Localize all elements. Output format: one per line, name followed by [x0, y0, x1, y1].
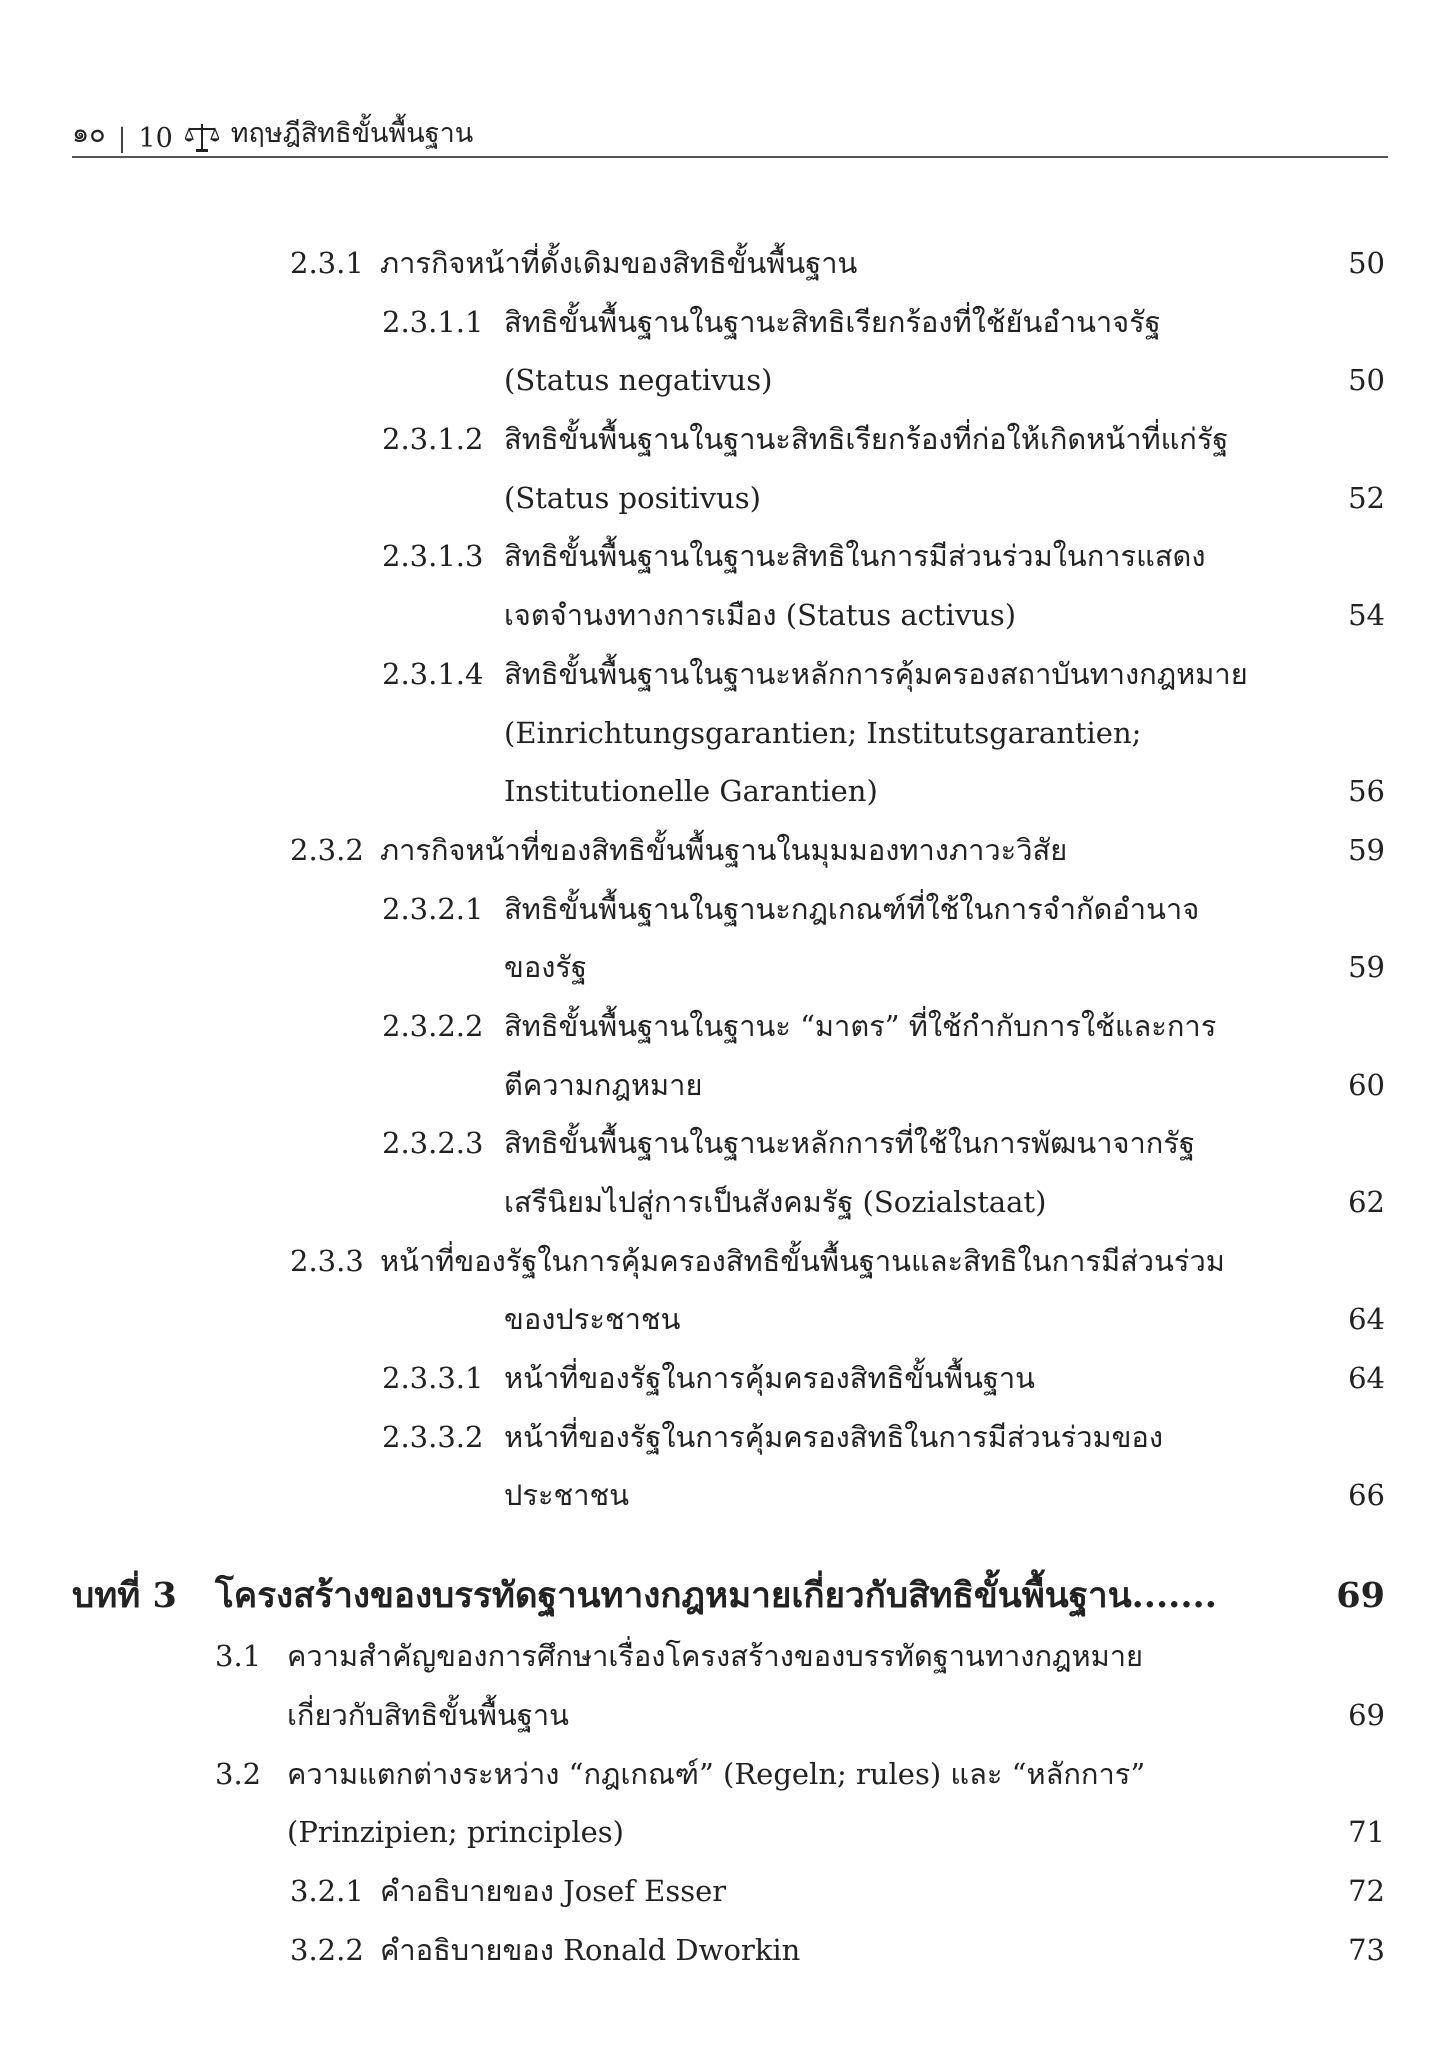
- toc-entry-line: [0, 586, 1448, 645]
- toc-entry-line: [0, 293, 1448, 352]
- section-number: 3.2.1: [290, 1873, 364, 1908]
- page-number: 64: [1348, 1302, 1385, 1337]
- section-number: 2.3.3.1: [382, 1361, 484, 1396]
- section-title: (Status negativus): [504, 363, 773, 398]
- section-number: 3.2.2: [290, 1932, 364, 1967]
- toc-entry-line: [0, 1565, 1448, 1627]
- toc-entry-line: [0, 1745, 1448, 1804]
- scales-of-justice-icon: [185, 122, 219, 154]
- toc-entry-line: [0, 997, 1448, 1056]
- toc-entry-line: [0, 1173, 1448, 1232]
- section-title: สิทธิขั้นพื้นฐานในฐานะสิทธิเรียกร้องที่ใช้ยันอำนาจรัฐ: [504, 304, 1161, 339]
- toc-entry-line: [0, 762, 1448, 821]
- section-title: สิทธิขั้นพื้นฐานในฐานะหลักการคุ้มครองสถาบันทางกฎหมาย: [504, 656, 1248, 691]
- section-title: หน้าที่ของรัฐในการคุ้มครองสิทธิขั้นพื้นฐานและสิทธิในการมีส่วนร่วม: [380, 1243, 1225, 1278]
- page-number: 59: [1348, 950, 1385, 985]
- section-title: สิทธิขั้นพื้นฐานในฐานะสิทธิในการมีส่วนร่วมในการแสดง: [504, 539, 1206, 574]
- section-title: ตีความกฎหมาย: [504, 1067, 703, 1102]
- page-number: 62: [1348, 1185, 1385, 1219]
- section-number: 2.3.1.4: [382, 656, 484, 691]
- toc-entry-line: [0, 1862, 1448, 1921]
- page-number: 59: [1348, 832, 1385, 867]
- page-number: 64: [1348, 1361, 1385, 1396]
- toc-entry-line: [0, 1114, 1448, 1173]
- section-number: 2.3.3: [290, 1243, 364, 1278]
- section-number: 2.3.3.2: [382, 1419, 484, 1454]
- toc-entry-line: [0, 938, 1448, 997]
- section-title: (Einrichtungsgarantien; Institutsgarantien;: [504, 715, 1142, 750]
- book-title: ทฤษฎีสิทธิขั้นพื้นฐาน: [230, 118, 474, 149]
- section-number: 2.3.2: [290, 832, 364, 867]
- toc-entry-line: [0, 704, 1448, 763]
- page-number: 50: [1348, 246, 1385, 280]
- toc-entry-line: [0, 1056, 1448, 1115]
- section-title: หน้าที่ของรัฐในการคุ้มครองสิทธิขั้นพื้นฐาน: [504, 1361, 1036, 1396]
- toc-entry-line: [0, 1803, 1448, 1862]
- page-number: 56: [1348, 774, 1385, 809]
- section-number: บทที่ 3: [72, 1575, 177, 1617]
- toc-entry-line: [0, 1232, 1448, 1291]
- section-title: คำอธิบายของ Josef Esser: [380, 1873, 727, 1908]
- toc-entry-line: [0, 1627, 1448, 1686]
- section-number: 3.2: [215, 1756, 262, 1791]
- section-number: 2.3.2.3: [382, 1126, 484, 1161]
- section-title: ความสำคัญของการศึกษาเรื่องโครงสร้างของบรรทัดฐานทางกฎหมาย: [287, 1639, 1143, 1674]
- page-number: 60: [1348, 1067, 1385, 1102]
- section-title: ภารกิจหน้าที่ดั้งเดิมของสิทธิขั้นพื้นฐาน: [380, 246, 858, 280]
- section-title: เจตจำนงทางการเมือง (Status activus): [504, 598, 1017, 633]
- section-title: ประชาชน: [504, 1478, 630, 1513]
- section-title: สิทธิขั้นพื้นฐานในฐานะ “มาตร” ที่ใช้กำกับการใช้และการ: [504, 1008, 1217, 1043]
- section-title: โครงสร้างของบรรทัดฐานทางกฎหมายเกี่ยวกับสิทธิขั้นพื้นฐาน.......: [215, 1575, 1217, 1617]
- page-number-thai: ๑๐: [72, 118, 106, 149]
- section-title: ของรัฐ: [504, 950, 587, 985]
- section-title: หน้าที่ของรัฐในการคุ้มครองสิทธิในการมีส่วนร่วมของ: [504, 1419, 1164, 1454]
- page-number: 66: [1348, 1478, 1385, 1513]
- separator: |: [117, 124, 127, 154]
- page-number: 69: [1336, 1575, 1385, 1617]
- page-number: 72: [1348, 1873, 1385, 1908]
- section-title: (Status positivus): [504, 480, 761, 515]
- page-number: 52: [1348, 480, 1385, 515]
- page-number: 69: [1348, 1697, 1385, 1732]
- section-title: ของประชาชน: [504, 1302, 681, 1337]
- section-title: (Prinzipien; principles): [287, 1815, 624, 1850]
- section-number: 2.3.2.2: [382, 1008, 484, 1043]
- page-number: 50: [1348, 363, 1385, 398]
- toc-entry-line: [0, 234, 1448, 293]
- toc-entry-line: [0, 821, 1448, 880]
- section-number: 2.3.1.1: [382, 304, 484, 339]
- section-number: 3.1: [215, 1639, 262, 1674]
- section-title: เสรีนิยมไปสู่การเป็นสังคมรัฐ (Sozialstaat): [504, 1185, 1047, 1219]
- section-number: 2.3.1.3: [382, 539, 484, 574]
- page-number: 73: [1348, 1932, 1385, 1967]
- page-number: 71: [1348, 1815, 1385, 1850]
- toc-entry-line: [0, 469, 1448, 528]
- section-title: สิทธิขั้นพื้นฐานในฐานะสิทธิเรียกร้องที่ก่อให้เกิดหน้าที่แก่รัฐ: [504, 422, 1229, 457]
- table-of-contents: [0, 234, 1448, 1979]
- section-title: เกี่ยวกับสิทธิขั้นพื้นฐาน: [287, 1697, 569, 1732]
- toc-entry-line: [0, 1921, 1448, 1980]
- toc-entry-line: [0, 1466, 1448, 1525]
- toc-entry-line: [0, 880, 1448, 939]
- section-title: Institutionelle Garantien): [504, 774, 878, 809]
- running-header: [72, 110, 1388, 158]
- section-title: สิทธิขั้นพื้นฐานในฐานะกฎเกณฑ์ที่ใช้ในการจำกัดอำนาจ: [504, 891, 1200, 926]
- section-number: 2.3.1: [290, 246, 364, 280]
- toc-entry-line: [0, 527, 1448, 586]
- toc-entry-line: [0, 645, 1448, 704]
- section-title: ภารกิจหน้าที่ของสิทธิขั้นพื้นฐานในมุมมองทางภาวะวิสัย: [380, 832, 1068, 867]
- page-number: 10: [138, 123, 173, 154]
- toc-entry-line: [0, 1349, 1448, 1408]
- section-title: สิทธิขั้นพื้นฐานในฐานะหลักการที่ใช้ในการพัฒนาจากรัฐ: [504, 1126, 1195, 1161]
- toc-entry-line: [0, 1408, 1448, 1467]
- page-number: 54: [1348, 598, 1385, 633]
- toc-entry-line: [0, 351, 1448, 410]
- section-title: ความแตกต่างระหว่าง “กฎเกณฑ์” (Regeln; rules) และ “หลักการ”: [287, 1756, 1146, 1791]
- section-number: 2.3.1.2: [382, 422, 484, 457]
- section-title: คำอธิบายของ Ronald Dworkin: [380, 1932, 801, 1967]
- toc-entry-line: [0, 410, 1448, 469]
- section-number: 2.3.2.1: [382, 891, 484, 926]
- toc-entry-line: [0, 1290, 1448, 1349]
- toc-entry-line: [0, 1686, 1448, 1745]
